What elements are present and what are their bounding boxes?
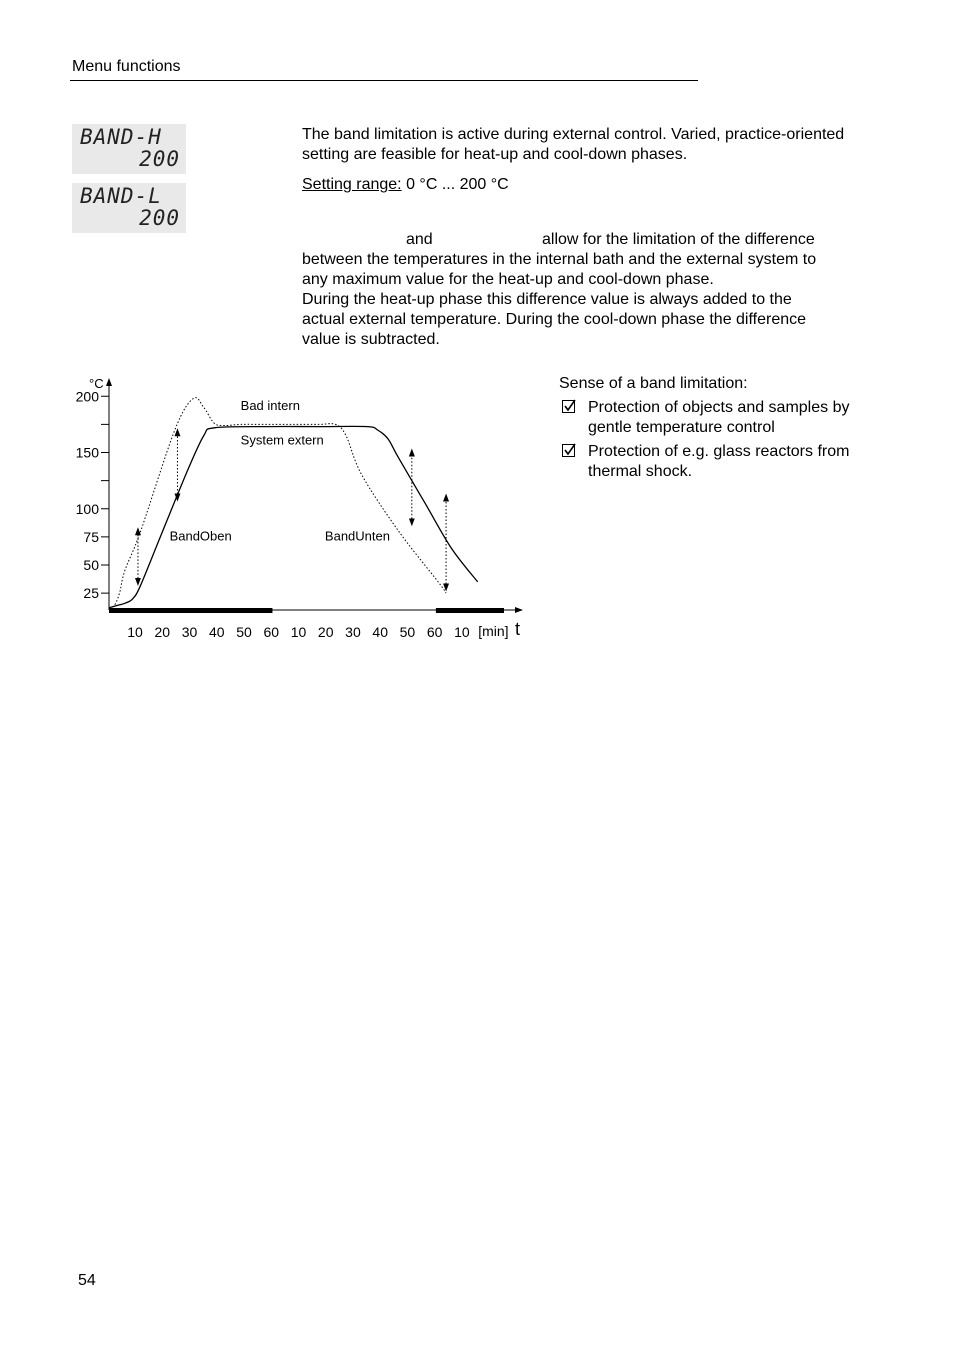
x-tick-label: 10	[454, 624, 470, 640]
description-line: allow for the limitation of the difference	[542, 231, 815, 248]
x-tick-label: 60	[426, 624, 443, 640]
intro-paragraph: The band limitation is active during external control. Varied, practice-oriented setting are feasible for heat-up and cool-down phases.	[302, 126, 845, 163]
series-line-system-extern	[109, 426, 478, 607]
lcd-line-top: BAND-H	[80, 125, 162, 149]
description-paragraph	[302, 230, 882, 350]
x-tick-label: 30	[345, 624, 361, 640]
setting-range	[302, 175, 882, 195]
y-tick-label: 150	[75, 444, 99, 461]
x-tick-label: 50	[236, 624, 252, 640]
sense-section	[559, 374, 899, 482]
x-tick-label: 40	[372, 624, 388, 640]
setting-range-value: 0 °C ... 200 °C	[401, 176, 509, 193]
description-line: During the heat-up phase this difference value is always added to the	[302, 291, 792, 308]
sense-item-line: gentle temperature control	[588, 419, 775, 436]
band-limitation-chart	[60, 370, 540, 655]
sense-item	[559, 398, 899, 438]
x-tick-label: 40	[208, 624, 225, 640]
lcd-line-value: 200	[139, 147, 180, 171]
sense-title: Sense of a band limitation:	[559, 375, 748, 392]
description-line: between the temperatures in the internal bath and the external system to	[302, 251, 817, 268]
y-tick-label: 50	[83, 557, 99, 573]
description-line: value is subtracted.	[302, 331, 440, 348]
page-header-title: Menu functions	[72, 58, 181, 75]
sense-item	[559, 442, 899, 482]
x-tick-label: 20	[154, 624, 171, 640]
lcd-display-band-h	[72, 124, 186, 174]
chart-annotation: System extern	[240, 432, 324, 448]
sense-item-line: thermal shock.	[588, 463, 693, 480]
x-tick-label: 10	[127, 624, 143, 640]
setting-range-label: Setting range:	[302, 176, 402, 193]
time-phase-bar-cooldown	[436, 608, 504, 613]
x-tick-label: 30	[181, 624, 198, 640]
x-axis-symbol: t	[515, 619, 521, 639]
time-phase-bar-heatup	[109, 608, 272, 613]
y-tick-label: 200	[75, 388, 99, 405]
header-rule	[70, 80, 698, 81]
x-unit-label: [min]	[478, 623, 509, 639]
lcd-line-value: 200	[139, 206, 180, 230]
chart-series	[109, 398, 478, 608]
x-tick-label: 50	[399, 624, 416, 640]
x-tick-label: 10	[290, 624, 307, 640]
checkbox-checked-icon	[562, 400, 575, 413]
page-number: 54	[78, 1272, 96, 1289]
checkbox-checked-icon	[562, 444, 575, 457]
y-tick-label: 100	[75, 500, 99, 517]
x-tick-label: 20	[317, 624, 334, 640]
chart-axes	[76, 376, 520, 640]
chart-annotation: Bad intern	[240, 397, 300, 413]
lcd-line-top: BAND-L	[80, 184, 162, 208]
sense-item-line: Protection of e.g. glass reactors from	[588, 443, 850, 460]
description-and: and	[406, 231, 433, 248]
lcd-display-band-l	[72, 183, 186, 233]
chart-annotation: BandUnten	[324, 528, 390, 544]
y-tick-label: 25	[83, 585, 99, 602]
y-tick-label: 75	[83, 528, 99, 545]
y-unit-label: °C	[89, 376, 104, 391]
description-line: any maximum value for the heat-up and cool-down phase.	[302, 271, 714, 288]
series-line-bad-intern	[109, 398, 446, 608]
x-tick-label: 60	[263, 624, 280, 640]
description-line: actual external temperature. During the cool-down phase the difference	[302, 311, 807, 328]
description-line-1	[302, 230, 882, 250]
sense-item-line: Protection of objects and samples by	[588, 399, 850, 416]
chart-annotation: BandOben	[169, 528, 232, 544]
